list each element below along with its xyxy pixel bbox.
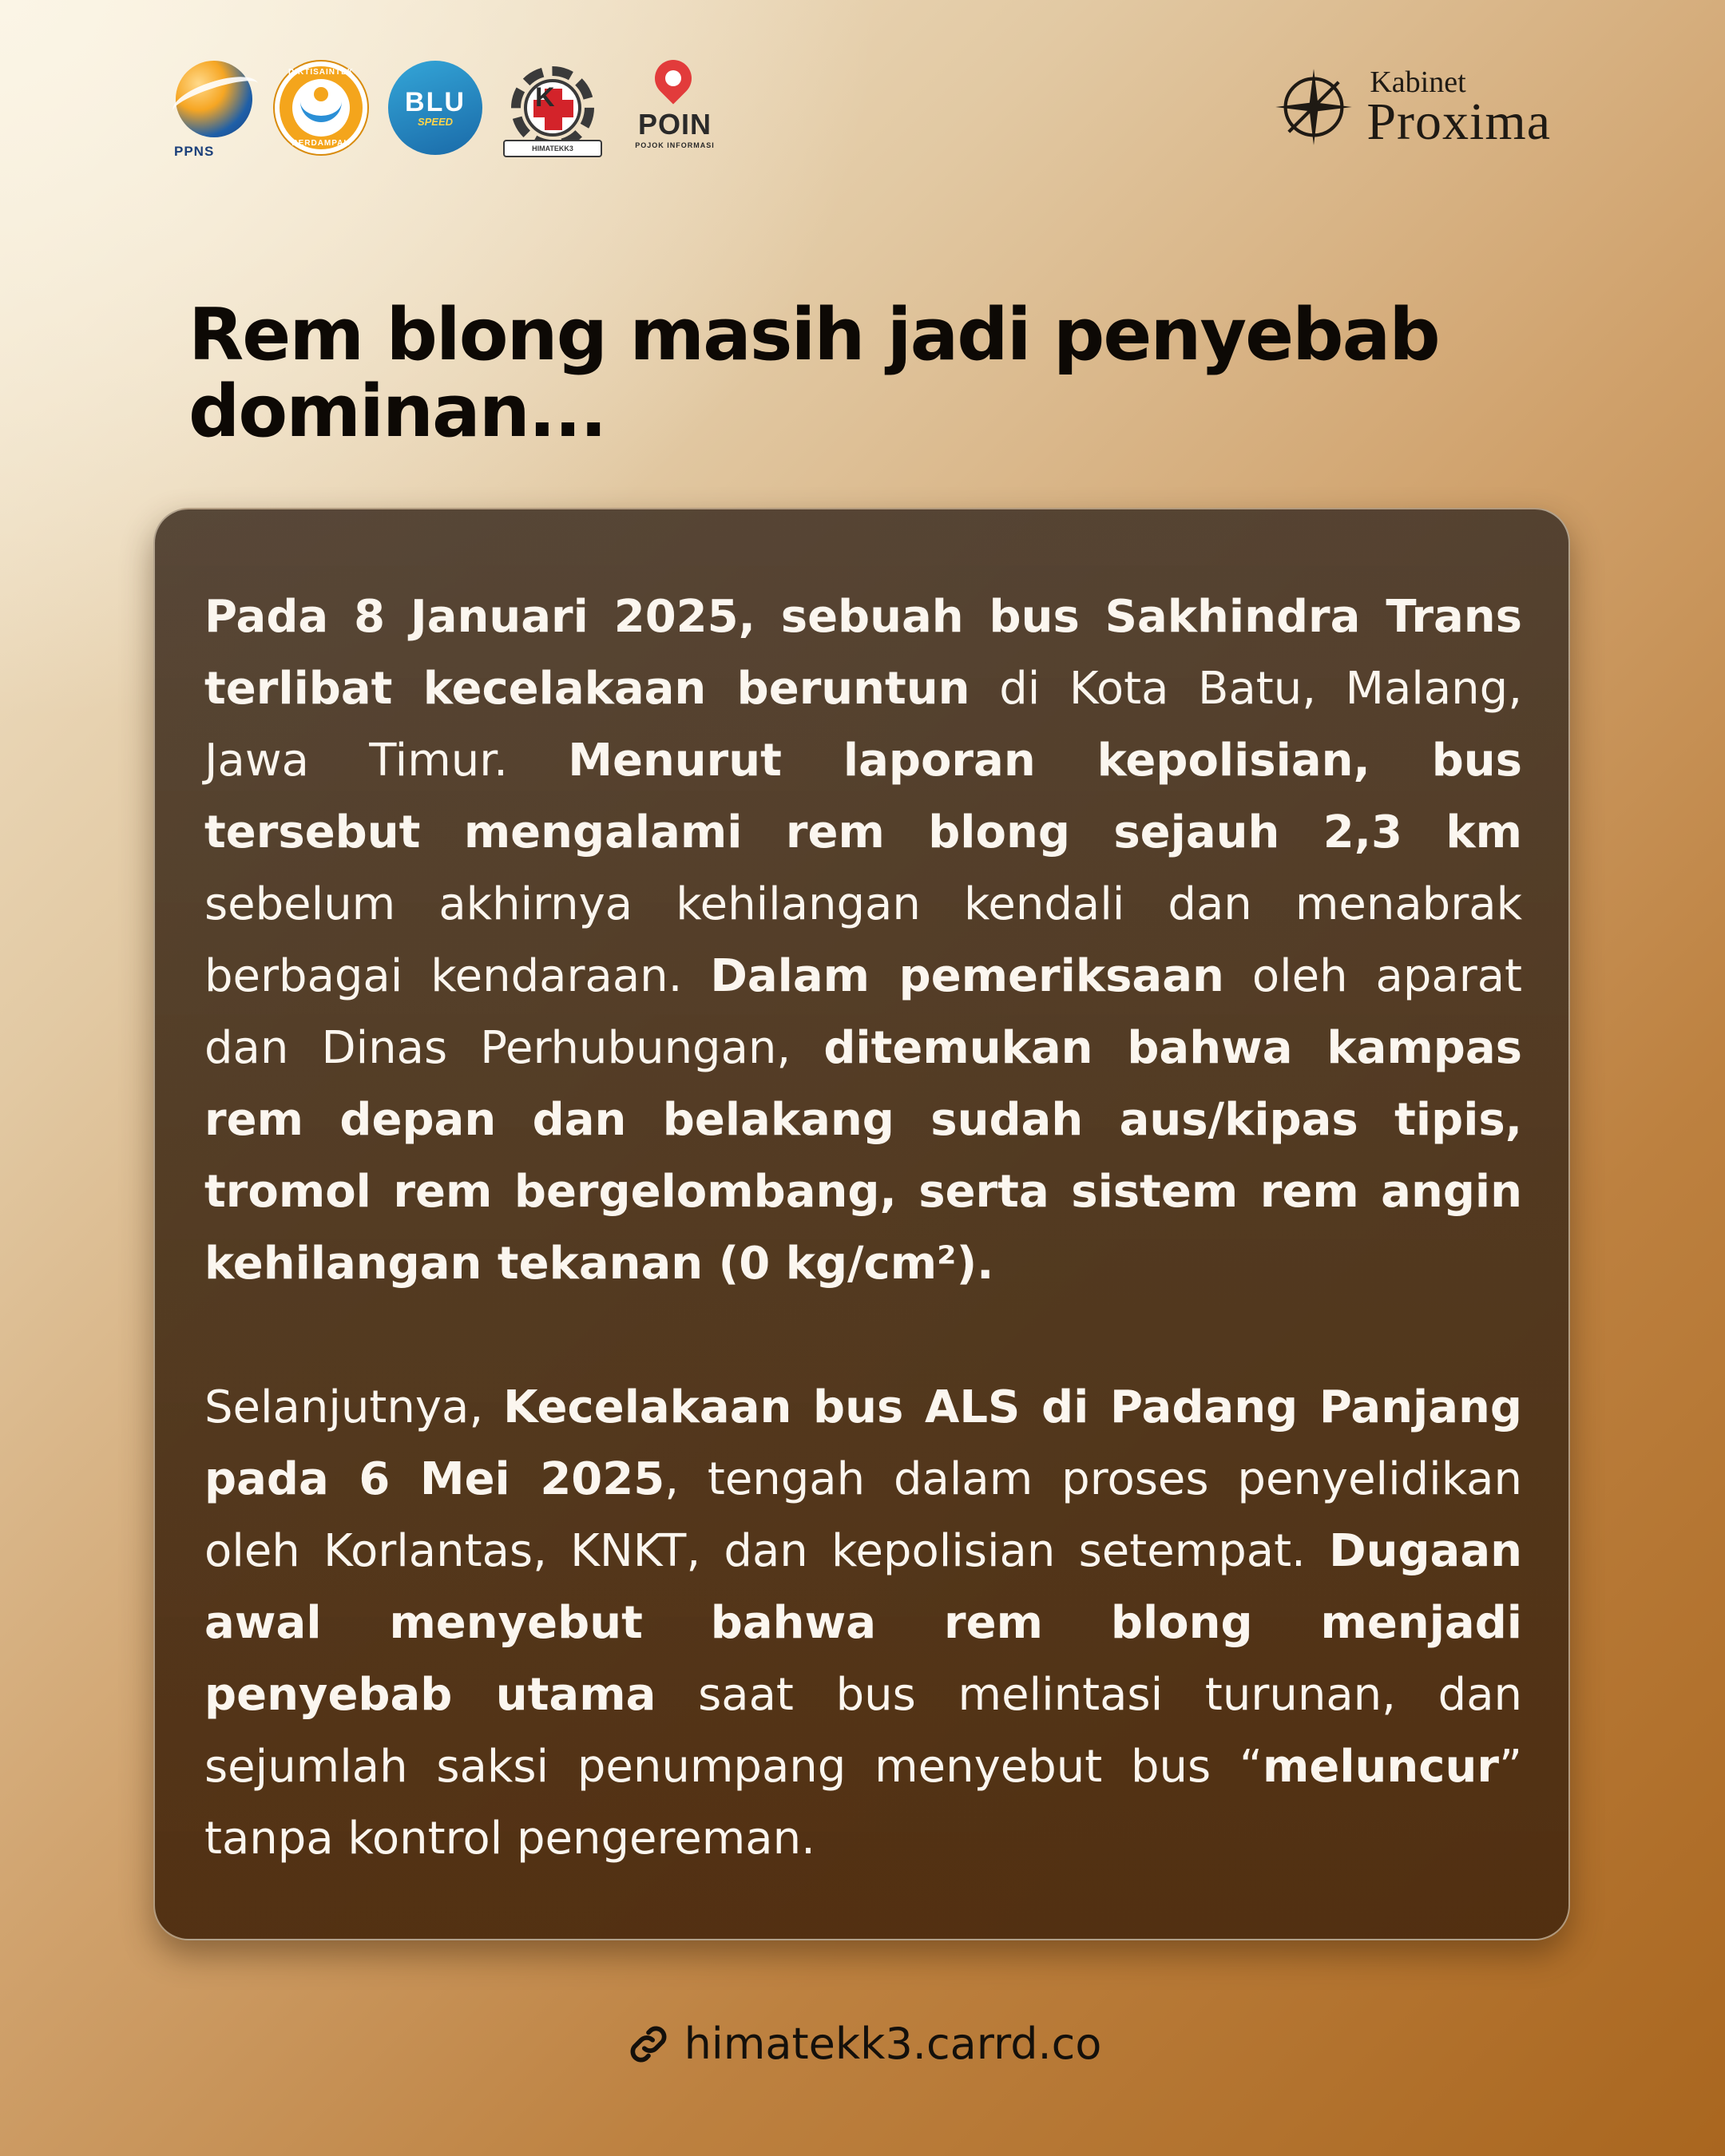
poin-logo bbox=[623, 58, 727, 157]
diktisaintek-bottom-text: BERDAMPAK bbox=[291, 139, 351, 148]
footer-link[interactable] bbox=[0, 2019, 1725, 2069]
diktisaintek-top-text: DIKTISAINTEK bbox=[288, 68, 354, 77]
map-pin-icon bbox=[647, 52, 699, 104]
k3-letter: K bbox=[535, 82, 555, 113]
p1-segment: sebelum akhirnya kehilangan kendali dan menabrak berbagai kendaraan. bbox=[204, 878, 1522, 1002]
blu-tag: SPEED bbox=[417, 115, 454, 128]
p2-segment: Kecelakaan bus ALS di Padang Panjang pada 6 Mei 2025 bbox=[204, 1381, 1522, 1505]
himatekk3-logo bbox=[503, 58, 602, 157]
page-title-line-1: Rem blong masih jadi penyebab bbox=[188, 293, 1439, 377]
p1-segment: oleh aparat dan Dinas Perhubungan, bbox=[204, 950, 1522, 1074]
footer-url[interactable]: himatekk3.carrd.co bbox=[684, 2019, 1102, 2069]
p2-segment: Selanjutnya, bbox=[204, 1381, 504, 1433]
k3-ribbon: HIMATEKK3 bbox=[503, 140, 602, 157]
p2-segment: , tengah dalam proses penyelidikan oleh Korlantas, KNKT, dan kepolisian setempat. bbox=[204, 1453, 1522, 1577]
paragraph-1 bbox=[204, 581, 1522, 1300]
brand-kabinet: Kabinet bbox=[1370, 65, 1466, 99]
link-icon bbox=[624, 2019, 673, 2069]
p1-segment: Pada 8 Januari 2025, sebuah bus Sakhindra Trans terlibat kecelakaan beruntun bbox=[204, 591, 1522, 715]
partner-logos bbox=[174, 56, 727, 160]
brand-proxima: Proxima bbox=[1366, 93, 1551, 151]
blu-speed-logo bbox=[388, 61, 482, 155]
kabinet-proxima-brand bbox=[1272, 65, 1551, 149]
paragraph-2 bbox=[204, 1372, 1522, 1875]
p1-segment: ditemukan bahwa kampas rem depan dan belakang sudah aus/kipas tipis, tromol rem bergelombang, serta sistem rem angin kehilangan tekanan (0 kg/cm²). bbox=[204, 1022, 1522, 1290]
p2-segment: Dugaan awal menyebut bahwa rem blong menjadi penyebab utama bbox=[204, 1525, 1522, 1721]
blu-label: BLU bbox=[405, 86, 466, 117]
p2-segment: ” tanpa kontrol pengereman. bbox=[204, 1741, 1522, 1865]
ppns-logo bbox=[174, 56, 254, 160]
poin-label: POIN bbox=[637, 108, 712, 141]
p1-segment: Dalam pemeriksaan bbox=[710, 950, 1224, 1002]
diktisaintek-logo bbox=[275, 61, 367, 154]
content-card-body bbox=[204, 581, 1522, 1875]
ppns-label: PPNS bbox=[174, 144, 215, 159]
content-card bbox=[153, 508, 1570, 1940]
proxima-star-icon bbox=[1272, 65, 1355, 149]
p2-segment: saat bus melintasi turunan, dan sejumlah saksi penumpang menyebut bus “ bbox=[204, 1669, 1522, 1793]
p1-segment: Menurut laporan kepolisian, bus tersebut mengalami rem blong sejauh 2,3 km bbox=[204, 735, 1522, 858]
page-title bbox=[188, 293, 1562, 454]
page-title-line-2: dominan... bbox=[188, 370, 606, 454]
p2-segment: meluncur bbox=[1263, 1741, 1499, 1793]
poin-sub: POJOK INFORMASI bbox=[635, 141, 715, 149]
p1-segment: di Kota Batu, Malang, Jawa Timur. bbox=[204, 663, 1523, 787]
